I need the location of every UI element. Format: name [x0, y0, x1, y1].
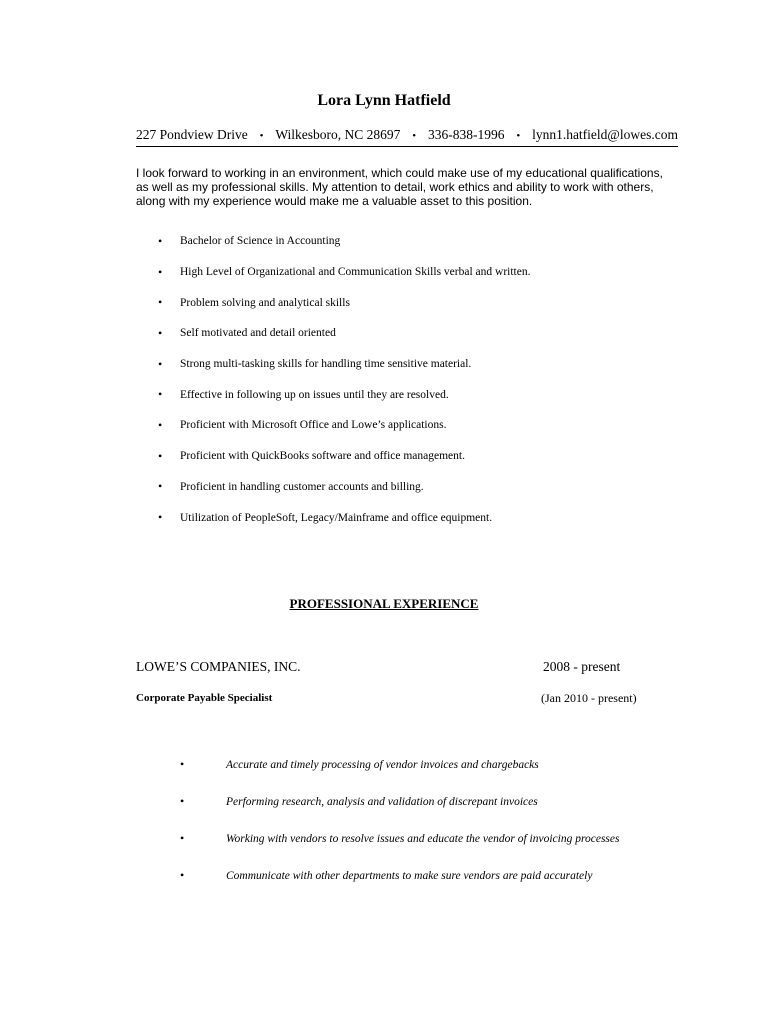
job-title: Corporate Payable Specialist [136, 692, 273, 704]
bullet-icon: • [158, 387, 163, 402]
bullet-icon: • [180, 794, 185, 808]
bullet-icon: • [158, 479, 163, 494]
skill-item [158, 349, 678, 380]
contact-separator: • [412, 130, 417, 142]
bullet-icon: • [158, 417, 163, 432]
skill-text: Problem solving and analytical skills [180, 296, 350, 309]
contact-separator: • [259, 130, 264, 142]
bullet-icon: • [180, 757, 185, 771]
bullet-icon: • [158, 448, 163, 463]
skill-text: Proficient in handling customer accounts and billing. [180, 480, 424, 493]
objective-paragraph: I look forward to working in an environment, which could make use of my educational qualifications, as well as my professional skills. My attention to detail, work ethics and ability to work with others, along with my experience would make me a valuable asset to this position. [136, 166, 663, 208]
skill-item [158, 502, 678, 533]
bullet-icon: • [158, 264, 163, 279]
skill-item [158, 410, 678, 441]
duty-item [180, 746, 700, 783]
skill-item [158, 257, 678, 288]
skill-item [158, 287, 678, 318]
job-dates: (Jan 2010 - present) [541, 691, 637, 705]
section-title-experience: PROFESSIONAL EXPERIENCE [289, 596, 479, 611]
contact-separator: • [516, 130, 521, 142]
company-name: LOWE’S COMPANIES, INC. [136, 659, 301, 674]
resume-name: Lora Lynn Hatfield [317, 92, 451, 109]
duty-text: Performing research, analysis and validation of discrepant invoices [226, 795, 538, 808]
contact-city: Wilkesboro, NC 28697 [275, 127, 401, 142]
skill-item [158, 379, 678, 410]
skill-item [158, 472, 678, 503]
bullet-icon: • [158, 356, 163, 371]
contact-line [136, 127, 678, 147]
bullet-icon: • [158, 325, 163, 340]
skill-item [158, 441, 678, 472]
contact-phone: 336-838-1996 [427, 127, 505, 142]
bullet-icon: • [158, 295, 163, 310]
skill-text: Bachelor of Science in Accounting [180, 235, 341, 248]
duty-text: Communicate with other departments to make sure vendors are paid accurately [226, 869, 593, 882]
duty-item [180, 857, 700, 894]
duty-text: Working with vendors to resolve issues and educate the vendor of invoicing processes [226, 832, 620, 845]
skill-text: High Level of Organizational and Communication Skills verbal and written. [180, 266, 531, 279]
skill-text: Self motivated and detail oriented [180, 327, 336, 340]
duties-list [180, 746, 700, 894]
duty-item [180, 783, 700, 820]
skill-text: Proficient with QuickBooks software and office management. [180, 450, 465, 463]
skill-text: Strong multi-tasking skills for handling time sensitive material. [180, 358, 472, 371]
bullet-icon: • [158, 233, 163, 248]
skill-text: Effective in following up on issues until they are resolved. [180, 388, 449, 401]
skill-text: Proficient with Microsoft Office and Lowe’s applications. [180, 419, 447, 432]
bullet-icon: • [158, 510, 163, 525]
bullet-icon: • [180, 831, 185, 845]
skill-text: Utilization of PeopleSoft, Legacy/Mainframe and office equipment. [180, 511, 493, 524]
skills-list [158, 226, 678, 533]
company-dates: 2008 - present [543, 659, 621, 674]
skill-item [158, 318, 678, 349]
contact-email: lynn1.hatfield@lowes.com [532, 127, 678, 142]
duty-item [180, 820, 700, 857]
bullet-icon: • [180, 868, 185, 882]
duty-text: Accurate and timely processing of vendor invoices and chargebacks [226, 758, 539, 771]
skill-item [158, 226, 678, 257]
contact-address: 227 Pondview Drive [136, 127, 248, 142]
